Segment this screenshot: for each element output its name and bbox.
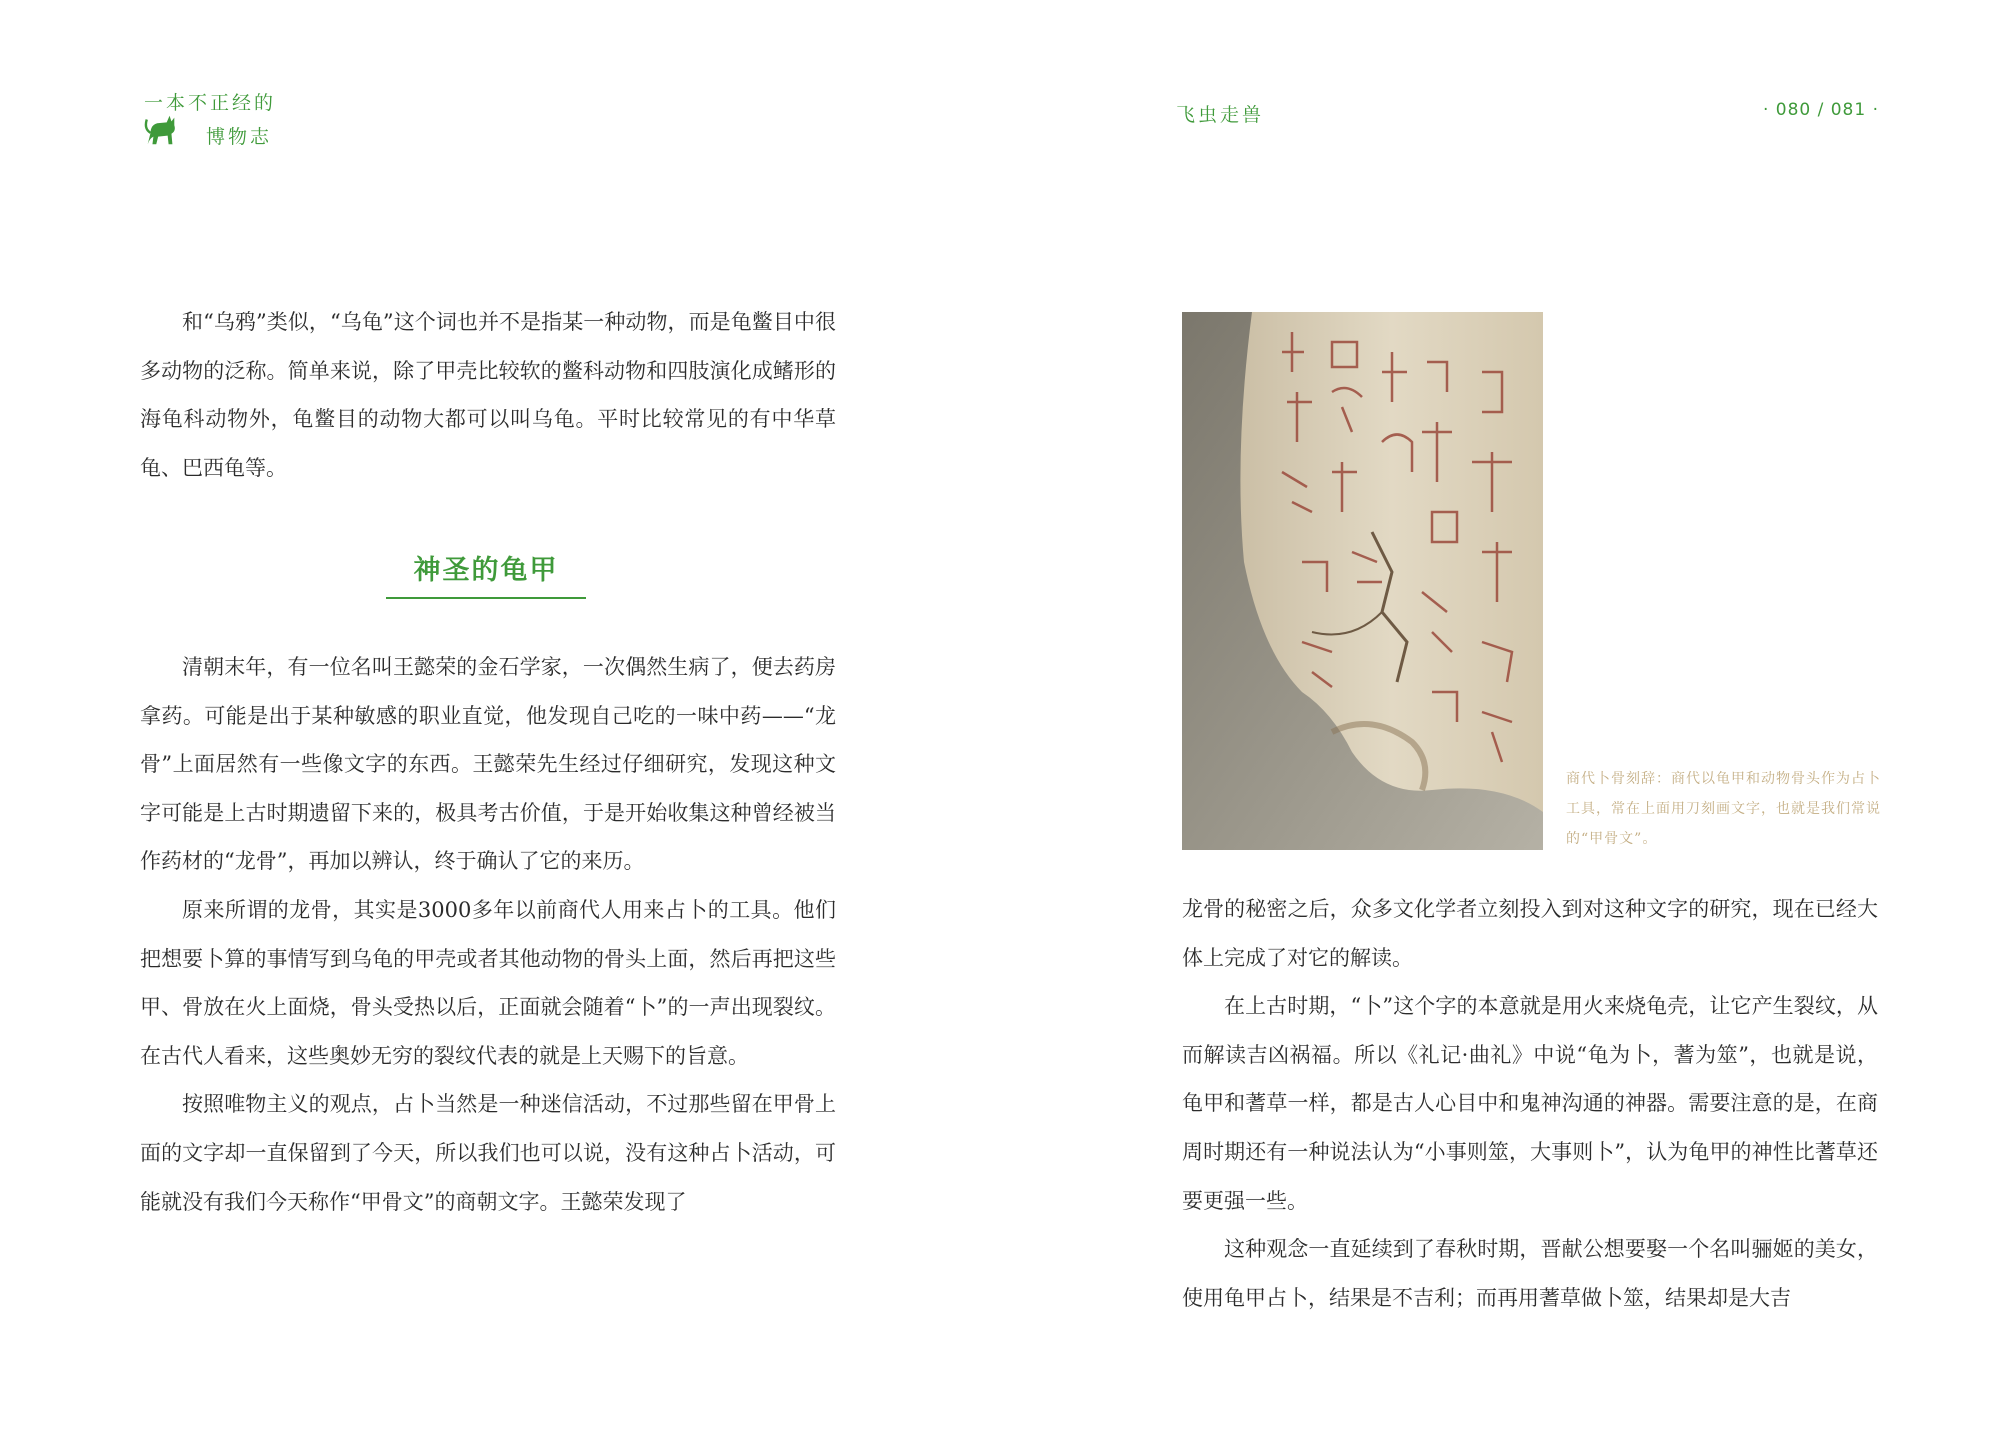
section-heading-block xyxy=(386,548,586,599)
right-main-block xyxy=(1182,885,1878,1322)
figure-caption: 商代卜骨刻辞：商代以龟甲和动物骨头作为占卜工具，常在上面用刀刻画文字，也就是我们常说的“甲骨文”。 xyxy=(1566,771,1881,847)
body-paragraph: 原来所谓的龙骨，其实是3000多年以前商代人用来占卜的工具。他们把想要卜算的事情写到乌龟的甲壳或者其他动物的骨头上面，然后再把这些甲、骨放在火上面烧，骨头受热以后，正面就会随着“卜”的一声出现裂纹。在古代人看来，这些奥妙无穷的裂纹代表的就是上天赐下的旨意。 xyxy=(140,897,836,1068)
book-logo xyxy=(140,88,300,154)
intro-paragraph: 和“乌鸦”类似，“乌龟”这个词也并不是指某一种动物，而是龟鳖目中很多动物的泛称。简单来说，除了甲壳比较软的鳖科动物和四肢演化成鳍形的海龟科动物外，龟鳖目的动物大都可以叫乌龟。平时比较常见的有中华草龟、巴西龟等。 xyxy=(140,310,836,480)
oracle-bone-illustration xyxy=(1182,312,1543,850)
section-heading: 神圣的龟甲 xyxy=(413,555,559,586)
cat-icon xyxy=(142,110,180,148)
book-title-line2: 博物志 xyxy=(206,126,273,148)
running-section-title: 飞虫走兽 xyxy=(1176,104,1265,126)
left-main-block xyxy=(140,643,836,1226)
book-title-line1: 一本不正经的 xyxy=(144,92,277,114)
body-paragraph: 在上古时期，“卜”这个字的本意就是用火来烧龟壳，让它产生裂纹，从而解读吉凶祸福。所以《礼记·曲礼》中说“龟为卜，蓍为筮”，也就是说，龟甲和蓍草一样，都是古人心目中和鬼神沟通的神器。需要注意的是，在商周时期还有一种说法认为“小事则筮，大事则卜”，认为龟甲的神性比蓍草还要更强一些。 xyxy=(1182,994,1878,1213)
page-numbers: · 080 / 081 · xyxy=(1762,100,1879,120)
left-intro-block xyxy=(140,298,836,492)
body-paragraph: 龙骨的秘密之后，众多文化学者立刻投入到对这种文字的研究，现在已经大体上完成了对它的解读。 xyxy=(1182,897,1878,970)
oracle-bone-photo xyxy=(1182,312,1543,850)
body-paragraph: 这种观念一直延续到了春秋时期，晋献公想要娶一个名叫骊姬的美女，使用龟甲占卜，结果是不吉利；而再用蓍草做卜筮，结果却是大吉 xyxy=(1182,1237,1878,1310)
body-paragraph: 按照唯物主义的观点，占卜当然是一种迷信活动，不过那些留在甲骨上面的文字却一直保留到了今天，所以我们也可以说，没有这种占卜活动，可能就没有我们今天称作“甲骨文”的商朝文字。王懿荣发现了 xyxy=(140,1092,836,1214)
body-paragraph: 清朝末年，有一位名叫王懿荣的金石学家，一次偶然生病了，便去药房拿药。可能是出于某种敏感的职业直觉，他发现自己吃的一味中药——“龙骨”上面居然有一些像文字的东西。王懿荣先生经过仔细研究，发现这种文字可能是上古时期遗留下来的，极具考古价值，于是开始收集这种曾经被当作药材的“龙骨”，再加以辨认，终于确认了它的来历。 xyxy=(140,655,836,874)
heading-underline xyxy=(386,597,586,599)
